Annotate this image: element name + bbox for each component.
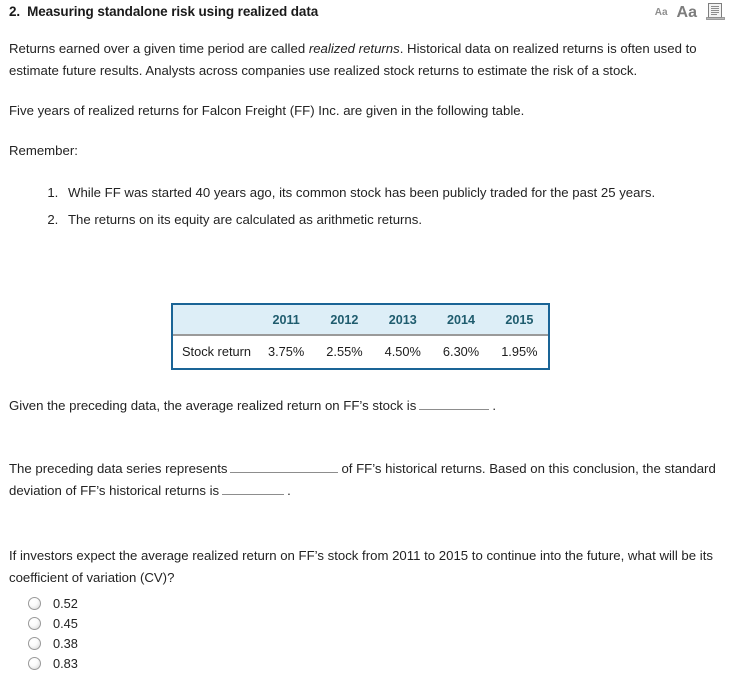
option-row-2[interactable]	[28, 633, 328, 653]
header-tools	[655, 3, 725, 21]
option-row-0[interactable]	[28, 593, 328, 613]
increase-font-size-button[interactable]: Aa	[676, 4, 697, 21]
option-row-3[interactable]	[28, 653, 328, 673]
table-cell-2014: 6.30%	[442, 344, 480, 359]
table-header-row	[173, 305, 548, 335]
table-cell-2011: 3.75%	[268, 344, 305, 359]
cv-question-prompt: If investors expect the average realized return on FF’s stock from 2011 to 2015 to continue into the future, what will be its coefficient of variation (CV)?	[9, 548, 713, 585]
five-years-paragraph: Five years of realized returns for Falcon Freight (FF) Inc. are given in the following table.	[9, 103, 525, 118]
option-row-1[interactable]	[28, 613, 328, 633]
option-label: 0.38	[53, 635, 78, 651]
table-header-2014: 2014	[432, 305, 490, 335]
standard-deviation-blank[interactable]	[222, 481, 284, 495]
data-series-text-after: .	[287, 483, 291, 498]
radio-button-icon[interactable]	[28, 597, 41, 610]
intro-text-before: Returns earned over a given time period are called	[9, 41, 309, 56]
intro-paragraph	[9, 38, 723, 82]
page-title-number: 2.	[9, 4, 21, 19]
table-header-2012: 2012	[315, 305, 373, 335]
realized-returns-term: realized returns	[308, 41, 400, 56]
table-header-rowlabel	[173, 305, 257, 335]
option-label: 0.83	[53, 655, 78, 671]
average-return-blank[interactable]	[419, 396, 489, 410]
average-return-question	[9, 395, 723, 417]
radio-button-icon[interactable]	[28, 657, 41, 670]
list-item: 1. While FF was started 40 years ago, its common stock has been publicly traded for the past 25 years.	[62, 182, 702, 204]
average-return-text-before: Given the preceding data, the average realized return on FF’s stock is	[9, 398, 417, 413]
decrease-font-size-button[interactable]: Aa	[654, 7, 668, 18]
table-header-2013: 2013	[374, 305, 432, 335]
intro-text-after: . Historical data on realized returns is often used to estimate future results. Analysts across companies use realized stock returns to estimate the risk of a stock.	[9, 41, 697, 78]
page-title-text: Measuring standalone risk using realized data	[27, 4, 319, 19]
cv-options-group	[28, 593, 328, 673]
radio-button-icon[interactable]	[28, 637, 41, 650]
remember-label: Remember:	[9, 143, 78, 158]
table-header-2011: 2011	[257, 305, 315, 335]
document-icon[interactable]	[706, 3, 725, 20]
table-header-2015: 2015	[490, 305, 548, 335]
table-cell-2015: 1.95%	[501, 344, 538, 359]
page-header	[0, 0, 735, 28]
page-title	[9, 4, 318, 19]
option-label: 0.52	[53, 595, 78, 611]
data-series-text-middle: of FF’s historical returns. Based on this conclusion, the standard deviation of FF’s historical returns is	[9, 461, 716, 498]
data-series-question	[9, 458, 723, 502]
table-cell-2013: 4.50%	[384, 344, 421, 359]
stock-return-table	[171, 303, 550, 370]
list-item: 2. The returns on its equity are calculated as arithmetic returns.	[62, 209, 702, 231]
table-row-label: Stock return	[182, 344, 251, 359]
table-row	[173, 335, 548, 368]
data-series-text-before: The preceding data series represents	[9, 461, 228, 476]
option-label: 0.45	[53, 615, 78, 631]
average-return-text-after: .	[492, 398, 496, 413]
radio-button-icon[interactable]	[28, 617, 41, 630]
remember-list	[22, 182, 702, 236]
data-series-blank[interactable]	[230, 459, 338, 473]
table-cell-2012: 2.55%	[326, 344, 363, 359]
